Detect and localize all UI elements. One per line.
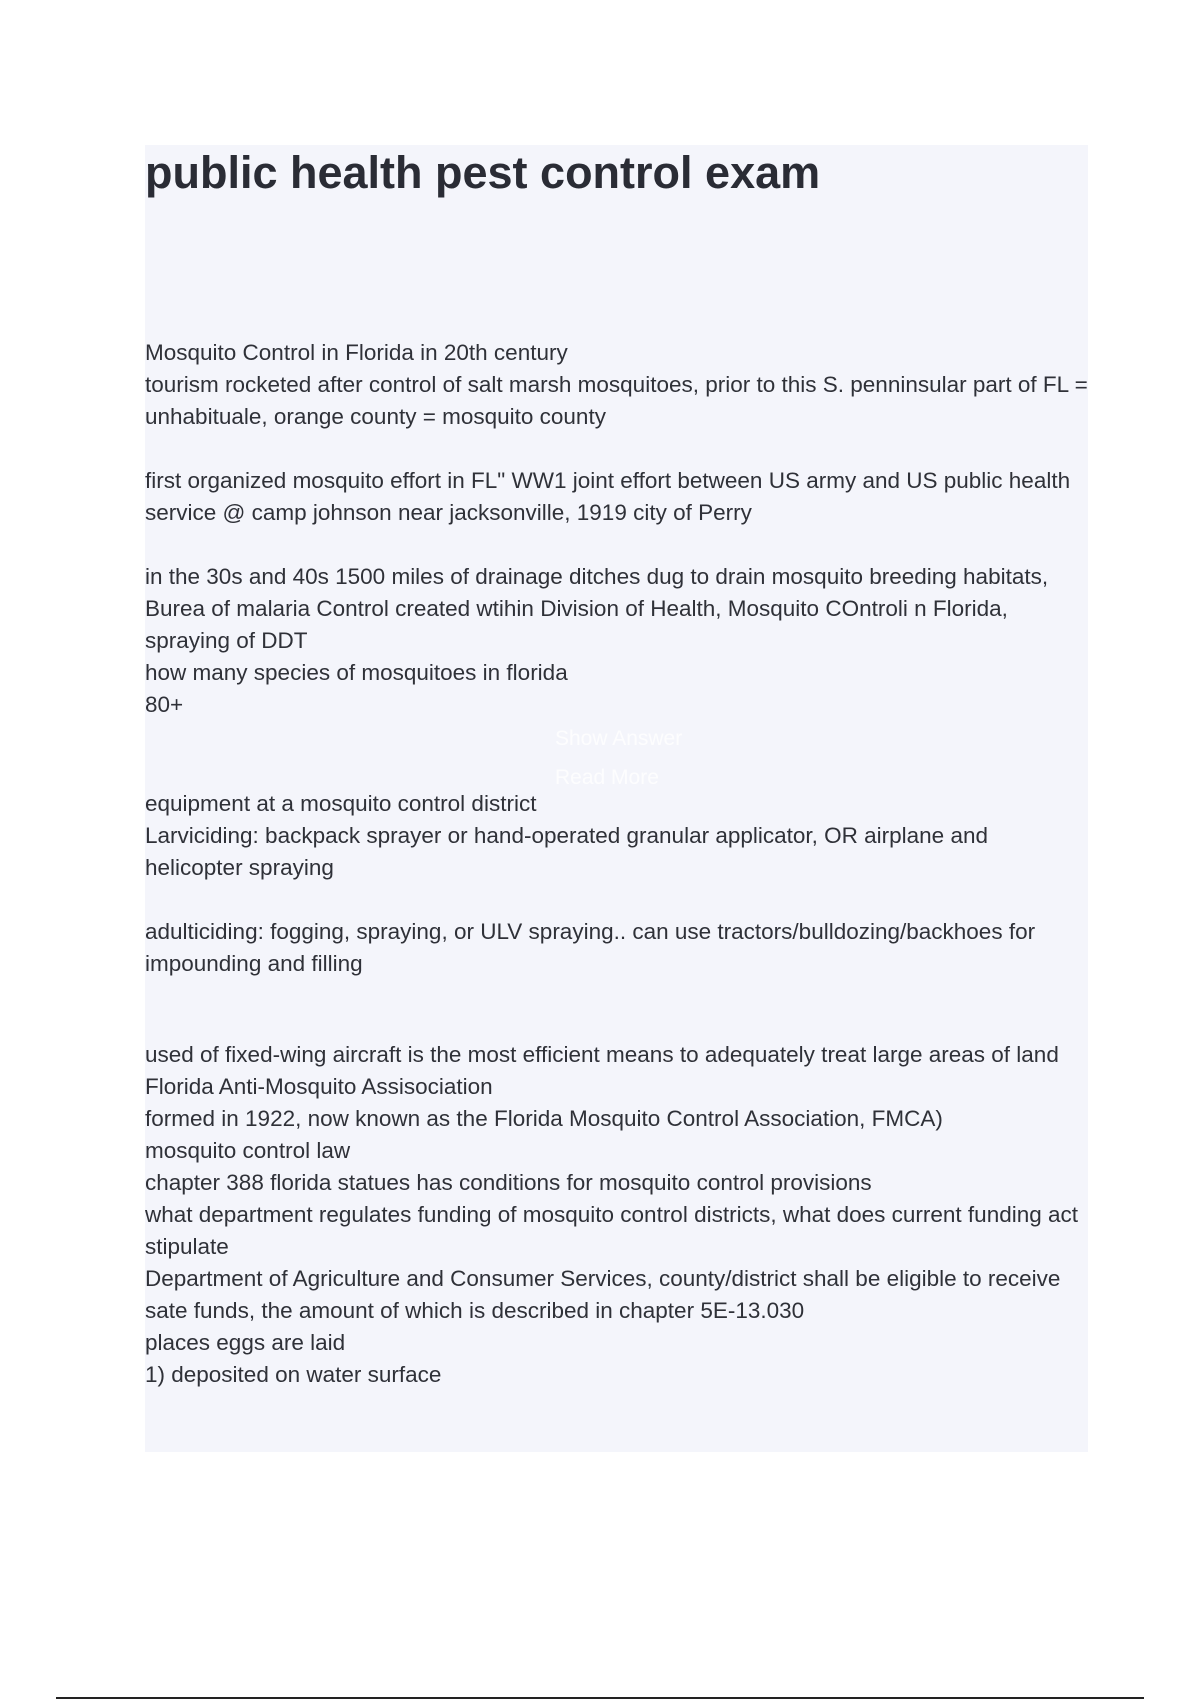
page-title: public health pest control exam xyxy=(145,147,821,198)
question-text: Florida Anti-Mosquito Assisociation xyxy=(145,1074,493,1099)
answer-text: Department of Agriculture and Consumer Services, county/district shall be eligible to receive sate funds, the amount of which is described in chapter 5E-13.030 xyxy=(145,1266,1061,1323)
question-text: mosquito control law xyxy=(145,1138,351,1163)
question-text: what department regulates funding of mosquito control districts, what does current funding act stipulate xyxy=(145,1202,1079,1259)
answer-text: chapter 388 florida statues has conditions for mosquito control provisions xyxy=(145,1170,872,1195)
answer-text: tourism rocketed after control of salt marsh mosquitoes, prior to this S. penninsular part of FL = unhabituale, orange county = mosquito county xyxy=(145,372,1088,429)
answer-text: adulticiding: fogging, spraying, or ULV spraying.. can use tractors/bulldozing/backhoes for impounding and filling xyxy=(145,919,1036,976)
answer-text: 80+ xyxy=(145,692,184,717)
answer-text: first organized mosquito effort in FL" WW1 joint effort between US army and US public health service @ camp johnson near jacksonville, 1919 city of Perry xyxy=(145,468,1071,525)
footer-divider xyxy=(56,1697,1144,1699)
answer-text: 1) deposited on water surface xyxy=(145,1362,442,1387)
answer-text: in the 30s and 40s 1500 miles of drainage ditches dug to drain mosquito breeding habitats, Burea of malaria Control created wtihin Division of Health, Mosquito COntroli n Florida, spraying of DDT xyxy=(145,564,1049,653)
question-text: how many species of mosquitoes in florida xyxy=(145,660,568,685)
answer-text: Larviciding: backpack sprayer or hand-operated granular applicator, OR airplane and helicopter spraying xyxy=(145,823,988,880)
read-more-link[interactable]: Read More xyxy=(555,766,659,789)
question-text: Mosquito Control in Florida in 20th century xyxy=(145,340,568,365)
answer-text: formed in 1922, now known as the Florida Mosquito Control Association, FMCA) xyxy=(145,1106,943,1131)
paragraph-gap xyxy=(145,433,1090,465)
paragraph-gap xyxy=(145,884,1090,916)
document-body xyxy=(145,337,1090,1391)
question-text: equipment at a mosquito control district xyxy=(145,791,537,816)
answer-text: used of fixed-wing aircraft is the most efficient means to adequately treat large areas of land xyxy=(145,1042,1059,1067)
show-answer-link[interactable]: Show Answer xyxy=(555,727,683,750)
paragraph-gap xyxy=(145,980,1090,1039)
paragraph-gap xyxy=(145,529,1090,561)
question-text: places eggs are laid xyxy=(145,1330,346,1355)
